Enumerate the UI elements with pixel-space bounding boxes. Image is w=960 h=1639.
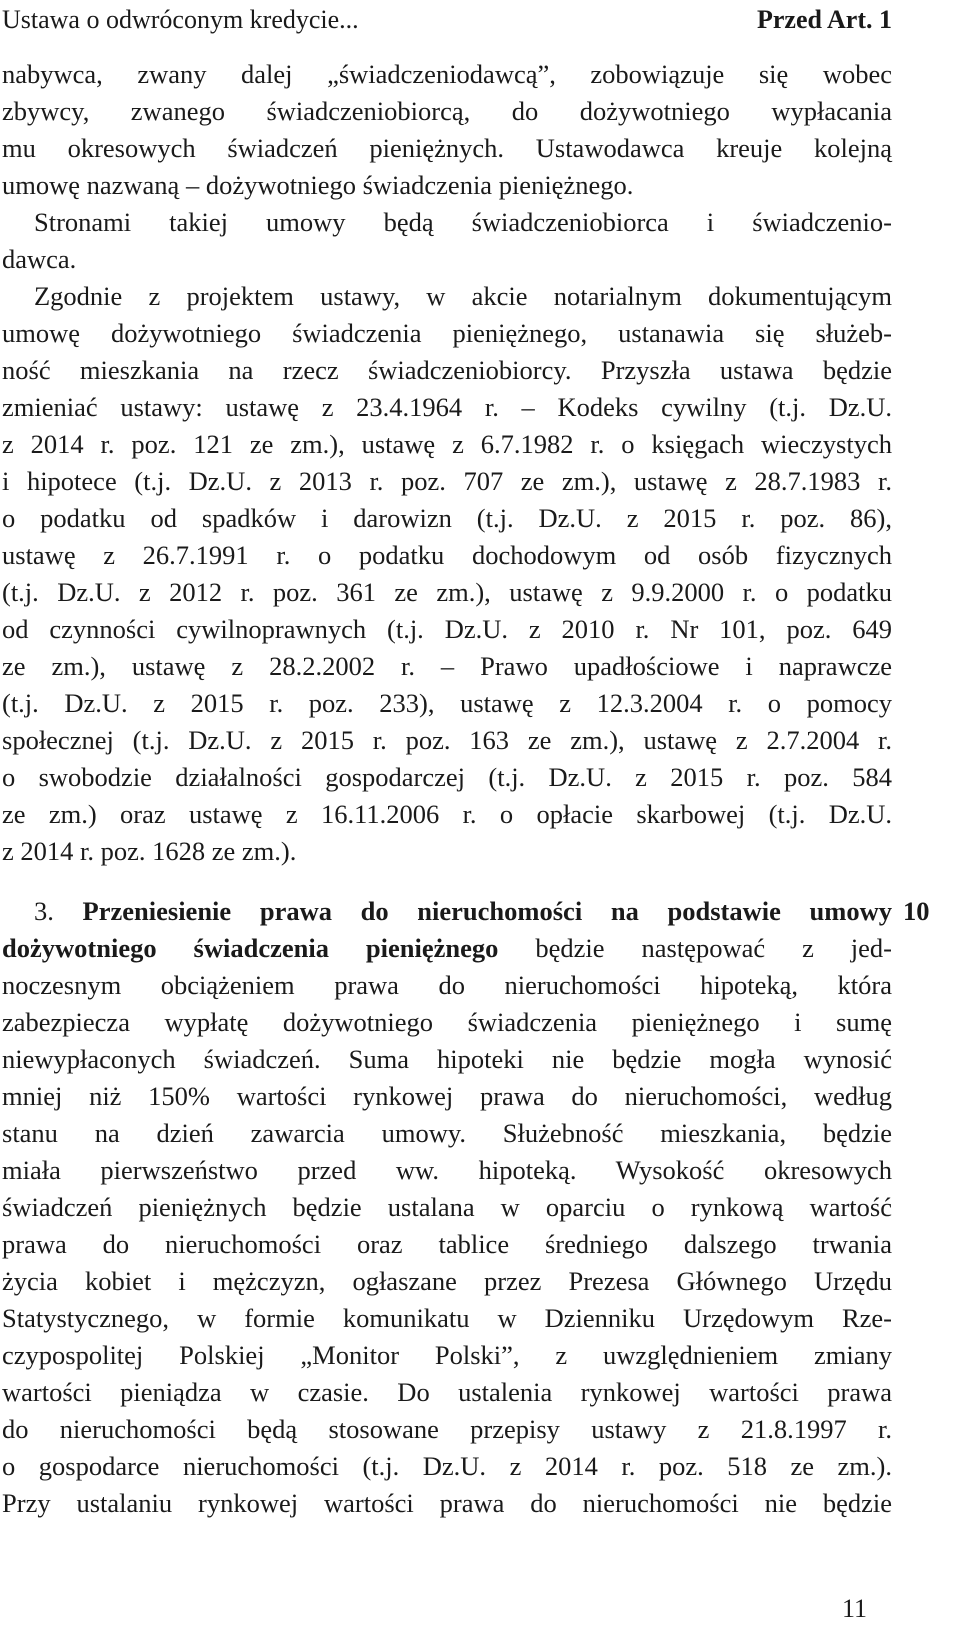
text-line: Zgodnie z projektem ustawy, w akcie notarialnym dokumentującym [34, 281, 892, 311]
text-line: zmieniać ustawy: ustawę z 23.4.1964 r. – Kodeks cywilny (t.j. Dz.U. [2, 392, 892, 422]
text-line: z 2014 r. poz. 121 ze zm.), ustawę z 6.7.1982 r. o księgach wieczystych [2, 429, 892, 459]
margin-number: 10 [903, 896, 930, 926]
point-number: 3. [34, 896, 54, 926]
point-3-first-line [34, 893, 892, 930]
page-number: 11 [842, 1594, 868, 1623]
text-line: miała pierwszeństwo przed ww. hipoteką. Wysokość okresowych [2, 1155, 892, 1185]
text-line: (t.j. Dz.U. z 2015 r. poz. 233), ustawę z 12.3.2004 r. o pomocy [2, 688, 892, 718]
point-3-heading: Przeniesienie prawa do nieruchomości na podstawie umowy [82, 896, 893, 926]
point-3-second-line [2, 930, 892, 967]
text-line: niewypłaconych świadczeń. Suma hipoteki nie będzie mogła wynosić [2, 1044, 892, 1074]
text-line: mniej niż 150% wartości rynkowej prawa do nieruchomości, według [2, 1081, 892, 1111]
text-line: Statystycznego, w formie komunikatu w Dzienniku Urzędowym Rze- [2, 1303, 892, 1333]
text-line: życia kobiet i mężczyzn, ogłaszane przez Prezesa Głównego Urzędu [2, 1266, 892, 1296]
text-line: mu okresowych świadczeń pieniężnych. Ustawodawca kreuje kolejną [2, 133, 892, 163]
text-line: ze zm.), ustawę z 28.2.2002 r. – Prawo upadłościowe i naprawcze [2, 651, 892, 681]
text-line: (t.j. Dz.U. z 2012 r. poz. 361 ze zm.), ustawę z 9.9.2000 r. o podatku [2, 577, 892, 607]
text-line: i hipotece (t.j. Dz.U. z 2013 r. poz. 707 ze zm.), ustawę z 28.7.1983 r. [2, 466, 892, 496]
text-line: z 2014 r. poz. 1628 ze zm.). [2, 836, 297, 866]
text-line: Stronami takiej umowy będą świadczeniobiorca i świadczenio- [34, 207, 892, 237]
point-3-heading-cont: dożywotniego świadczenia pieniężnego [2, 933, 499, 963]
text-line: ze zm.) oraz ustawę z 16.11.2006 r. o opłacie skarbowej (t.j. Dz.U. [2, 799, 892, 829]
text-line: o swobodzie działalności gospodarczej (t.j. Dz.U. z 2015 r. poz. 584 [2, 762, 892, 792]
running-header-section: Przed Art. 1 [756, 5, 892, 34]
text-line: zbywcy, zwanego świadczeniobiorcą, do dożywotniego wypłacania [2, 96, 892, 126]
text-line: prawa do nieruchomości oraz tablice średniego dalszego trwania [2, 1229, 892, 1259]
text-line: stanu na dzień zawarcia umowy. Służebność mieszkania, będzie [2, 1118, 892, 1148]
text-line: do nieruchomości będą stosowane przepisy ustawy z 21.8.1997 r. [2, 1414, 892, 1444]
text-line: od czynności cywilnoprawnych (t.j. Dz.U. z 2010 r. Nr 101, poz. 649 [2, 614, 892, 644]
text-line: ność mieszkania na rzecz świadczeniobiorcy. Przyszła ustawa będzie [2, 355, 892, 385]
running-header-title: Ustawa o odwróconym kredycie... [2, 5, 359, 34]
text-line: dawca. [2, 244, 77, 274]
text-line: umowę dożywotniego świadczenia pieniężnego, ustanawia się służeb- [2, 318, 892, 348]
text-line: Przy ustalaniu rynkowej wartości prawa do nieruchomości nie będzie [2, 1488, 892, 1518]
text-line: czypospolitej Polskiej „Monitor Polski”, z uwzględnieniem zmiany [2, 1340, 892, 1370]
text-line: noczesnym obciążeniem prawa do nieruchomości hipoteką, która [2, 970, 892, 1000]
text-line: społecznej (t.j. Dz.U. z 2015 r. poz. 163 ze zm.), ustawę z 2.7.2004 r. [2, 725, 892, 755]
text-line: zabezpiecza wypłatę dożywotniego świadczenia pieniężnego i sumę [2, 1007, 892, 1037]
text-line: nabywca, zwany dalej „świadczeniodawcą”, zobowiązuje się wobec [2, 59, 892, 89]
text-line: świadczeń pieniężnych będzie ustalana w oparciu o rynkową wartość [2, 1192, 892, 1222]
text-line: o gospodarce nieruchomości (t.j. Dz.U. z 2014 r. poz. 518 ze zm.). [2, 1451, 892, 1481]
text-fragment: będzie następować z jed- [535, 933, 892, 963]
text-line: wartości pieniądza w czasie. Do ustalenia rynkowej wartości prawa [2, 1377, 892, 1407]
text-line: umowę nazwaną – dożywotniego świadczenia pieniężnego. [2, 170, 634, 200]
text-line: ustawę z 26.7.1991 r. o podatku dochodowym od osób fizycznych [2, 540, 892, 570]
text-line: o podatku od spadków i darowizn (t.j. Dz.U. z 2015 r. poz. 86), [2, 503, 892, 533]
